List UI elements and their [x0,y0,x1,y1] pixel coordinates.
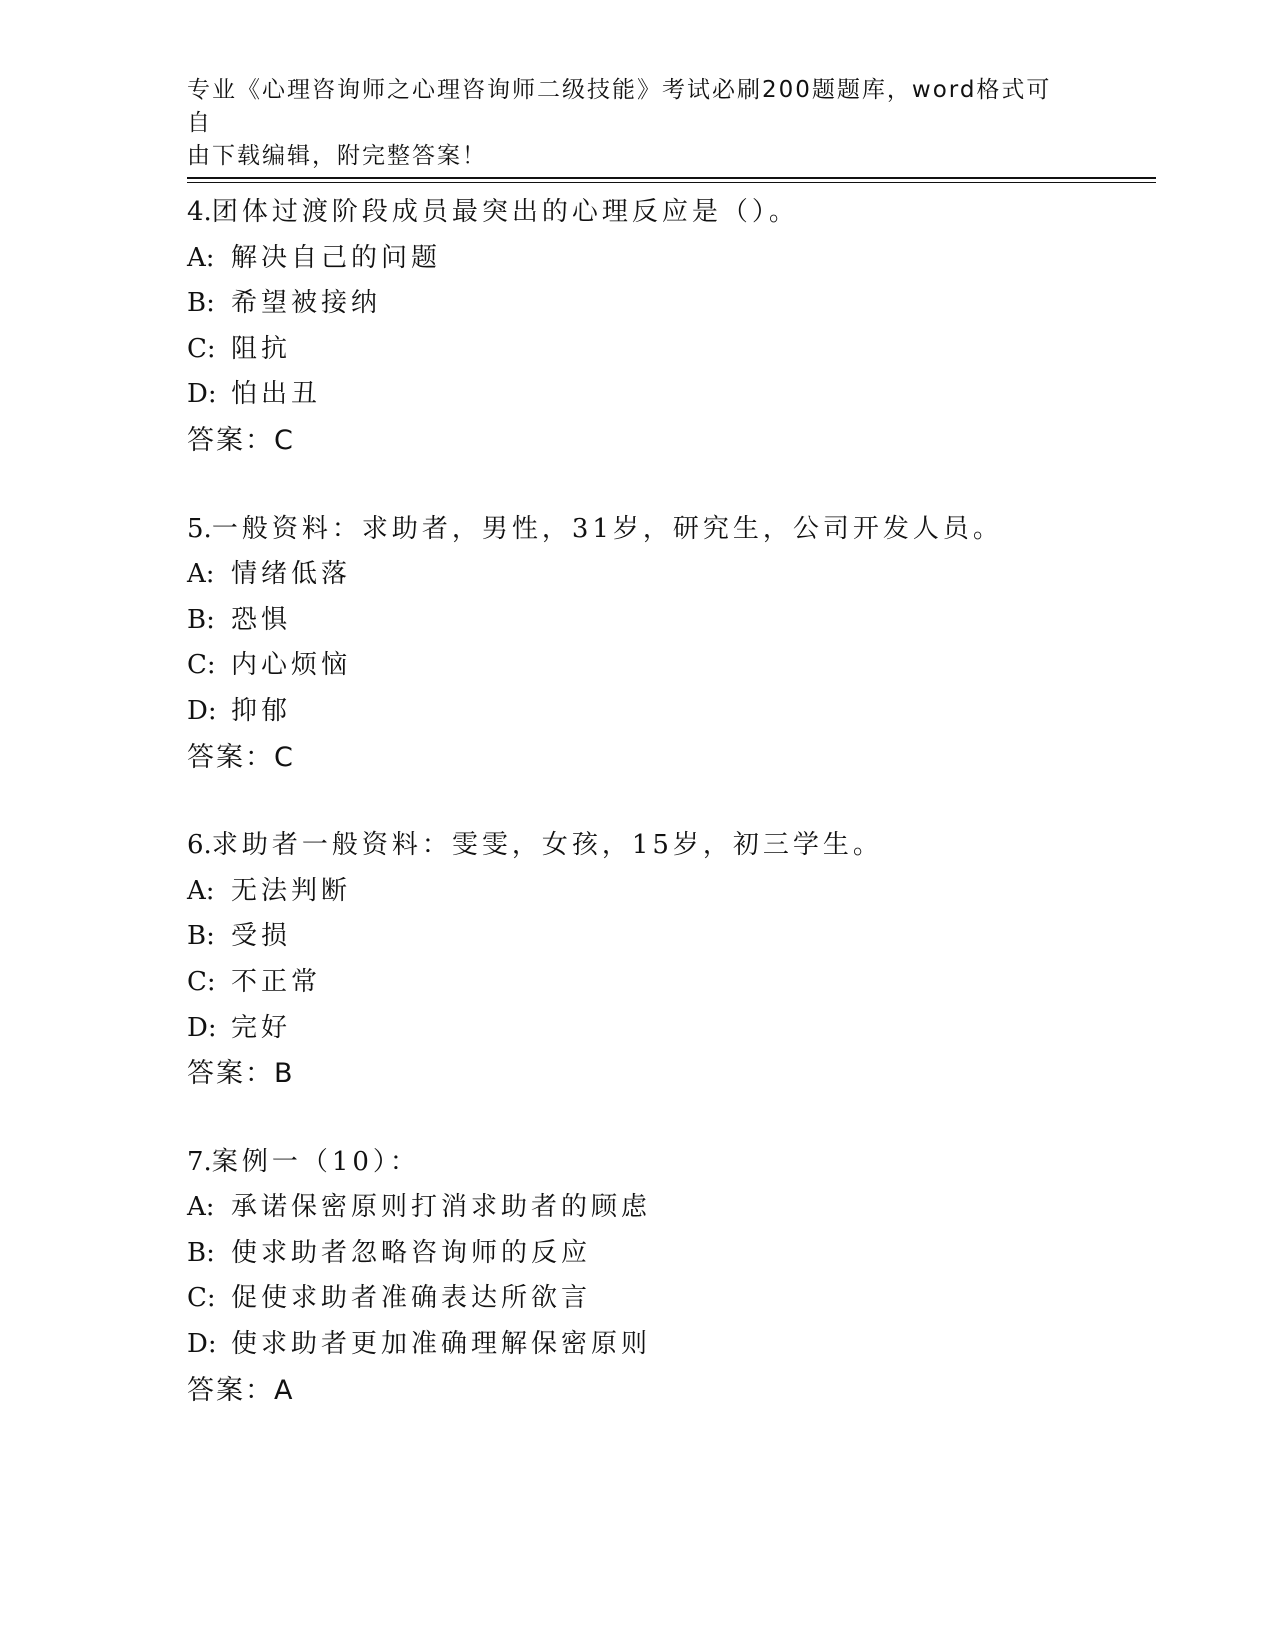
option-b [187,281,1156,327]
header-line-2: 由下载编辑，附完整答案！ [187,143,487,169]
answer-label: 答案： [187,741,274,773]
option-text: 使求助者忽略咨询师的反应 [231,1237,592,1268]
option-letter: A: [187,875,215,906]
option-a [187,869,1156,915]
option-c [187,643,1156,689]
option-letter: B: [187,921,215,952]
question-number: 5. [187,513,212,544]
answer-label: 答案： [187,424,274,456]
option-text: 希望被接纳 [231,288,382,319]
answer-line [187,1051,1156,1097]
header-divider-thin [187,182,1156,183]
option-text: 承诺保密原则打消求助者的顾虑 [231,1192,652,1223]
option-letter: D: [187,695,217,726]
option-a [187,552,1156,598]
option-text: 情绪低落 [231,559,352,590]
option-a [187,236,1156,282]
option-letter: D: [187,379,217,410]
option-d [187,1322,1156,1368]
question-stem [187,507,1156,553]
option-letter: C: [187,1283,216,1314]
option-letter: B: [187,1237,215,1268]
option-d [187,689,1156,735]
option-b [187,914,1156,960]
option-text: 促使求助者准确表达所欲言 [231,1283,592,1314]
option-c [187,1276,1156,1322]
question-stem [187,823,1156,869]
question-number: 4. [187,197,212,227]
option-text: 怕出丑 [231,379,322,410]
answer-label: 答案： [187,1374,274,1406]
answer-line [187,418,1156,464]
option-c [187,327,1156,373]
answer-value: B [274,1058,295,1090]
question-number: 7. [187,1146,212,1177]
question-stem [187,190,1156,236]
answer-line [187,1368,1156,1414]
answer-value: A [274,1374,295,1406]
option-text: 受损 [231,921,292,952]
header-divider-thick [187,177,1156,179]
option-c [187,960,1156,1006]
option-letter: A: [187,1192,215,1223]
option-letter: A: [187,242,215,273]
option-d [187,372,1156,418]
option-d [187,1006,1156,1052]
question-item [187,190,1156,464]
option-b [187,598,1156,644]
option-letter: C: [187,966,216,997]
option-b [187,1231,1156,1277]
option-text: 无法判断 [231,875,352,906]
option-text: 使求助者更加准确理解保密原则 [231,1329,652,1360]
question-list [187,190,1156,1456]
document-header [187,74,1067,173]
answer-value: C [274,424,295,456]
option-letter: D: [187,1012,217,1043]
option-letter: C: [187,650,216,681]
option-a [187,1185,1156,1231]
answer-value: C [274,741,295,773]
question-stem [187,1140,1156,1186]
option-letter: B: [187,288,215,319]
option-text: 阻抗 [231,333,292,364]
question-text: 求助者一般资料：雯雯，女孩，15岁，初三学生。 [211,830,883,861]
answer-label: 答案： [187,1058,274,1090]
option-text: 不正常 [231,966,322,997]
question-text: 团体过渡阶段成员最突出的心理反应是（）。 [211,197,799,227]
option-letter: B: [187,604,215,635]
header-line-1: 专业《心理咨询师之心理咨询师二级技能》考试必刷200题题库，word格式可自 [187,77,1052,136]
question-text: 一般资料：求助者，男性，31岁，研究生，公司开发人员。 [211,513,1003,544]
question-item [187,507,1156,781]
option-text: 恐惧 [231,604,292,635]
question-number: 6. [187,830,212,861]
option-text: 抑郁 [231,695,292,726]
option-letter: D: [187,1329,217,1360]
option-text: 内心烦恼 [231,650,352,681]
option-letter: A: [187,559,215,590]
question-item [187,823,1156,1097]
answer-line [187,735,1156,781]
question-item [187,1140,1156,1414]
option-text: 解决自己的问题 [231,242,442,273]
question-text: 案例一（10）： [211,1146,420,1177]
option-letter: C: [187,333,216,364]
option-text: 完好 [231,1012,292,1043]
